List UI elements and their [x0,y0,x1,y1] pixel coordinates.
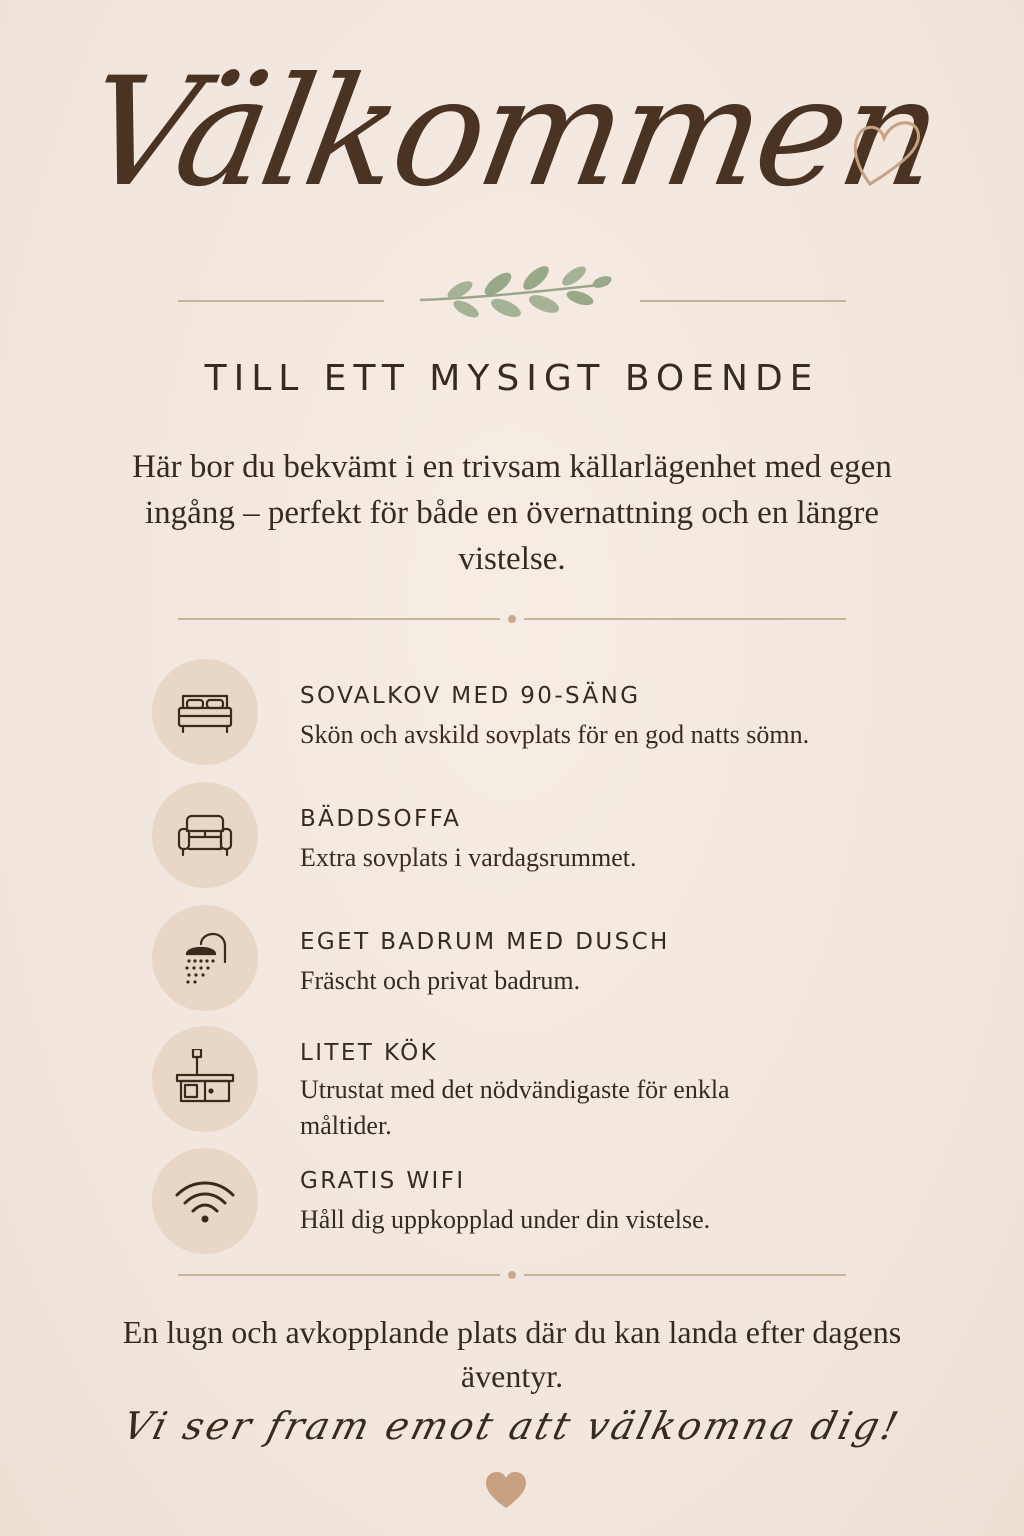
divider-rule [178,1274,500,1276]
divider-rule [524,1274,846,1276]
feature-description: Extra sovplats i vardagsrummet. [300,843,637,872]
heart-icon [486,1472,526,1510]
bed-icon [175,682,235,742]
feature-item [152,1148,912,1256]
icon-circle [152,905,258,1011]
closing-text: En lugn och avkopplande plats där du kan landa efter dagens äventyr. [122,1314,902,1394]
divider-dot [508,1271,516,1279]
icon-circle [152,1026,258,1132]
icon-circle [152,782,258,888]
shower-icon [175,928,235,988]
wifi-icon [175,1171,235,1231]
kitchen-icon [175,1049,235,1109]
divider-left [178,300,384,302]
signoff-text: Vi ser fram emot att välkomna dig! [118,1404,906,1448]
feature-item [152,1026,912,1140]
feature-item [152,659,912,767]
feature-item [152,905,912,1013]
feature-title: GRATIS WIFI [300,1168,466,1194]
feature-description: Utrustat med det nödvändigaste för enkla måltider. [300,1075,730,1140]
feature-item [152,782,912,890]
intro-text: Här bor du bekvämt i en trivsam källarlägenhet med egen ingång – perfekt för både en övernattning och en längre vistelse. [132,449,892,577]
divider-dot [508,615,516,623]
welcome-title: Välkommen [73,46,951,220]
feature-title: LITET KÖK [300,1040,439,1066]
divider-rule [178,618,500,620]
subtitle: TILL ETT MYSIGT BOENDE [204,358,820,399]
feature-title: EGET BADRUM MED DUSCH [300,929,670,955]
feature-title: BÄDDSOFFA [300,806,462,832]
heart-icon [848,112,924,192]
feature-title: SOVALKOV MED 90-SÄNG [300,683,641,709]
icon-circle [152,1148,258,1254]
divider-right [640,300,846,302]
leaf-sprig-icon [416,262,612,334]
feature-description: Fräscht och privat badrum. [300,966,581,995]
icon-circle [152,659,258,765]
feature-description: Skön och avskild sovplats för en god natts sömn. [300,720,810,749]
divider-rule [524,618,846,620]
sofa-icon [175,805,235,865]
feature-description: Håll dig uppkopplad under din vistelse. [300,1205,711,1234]
